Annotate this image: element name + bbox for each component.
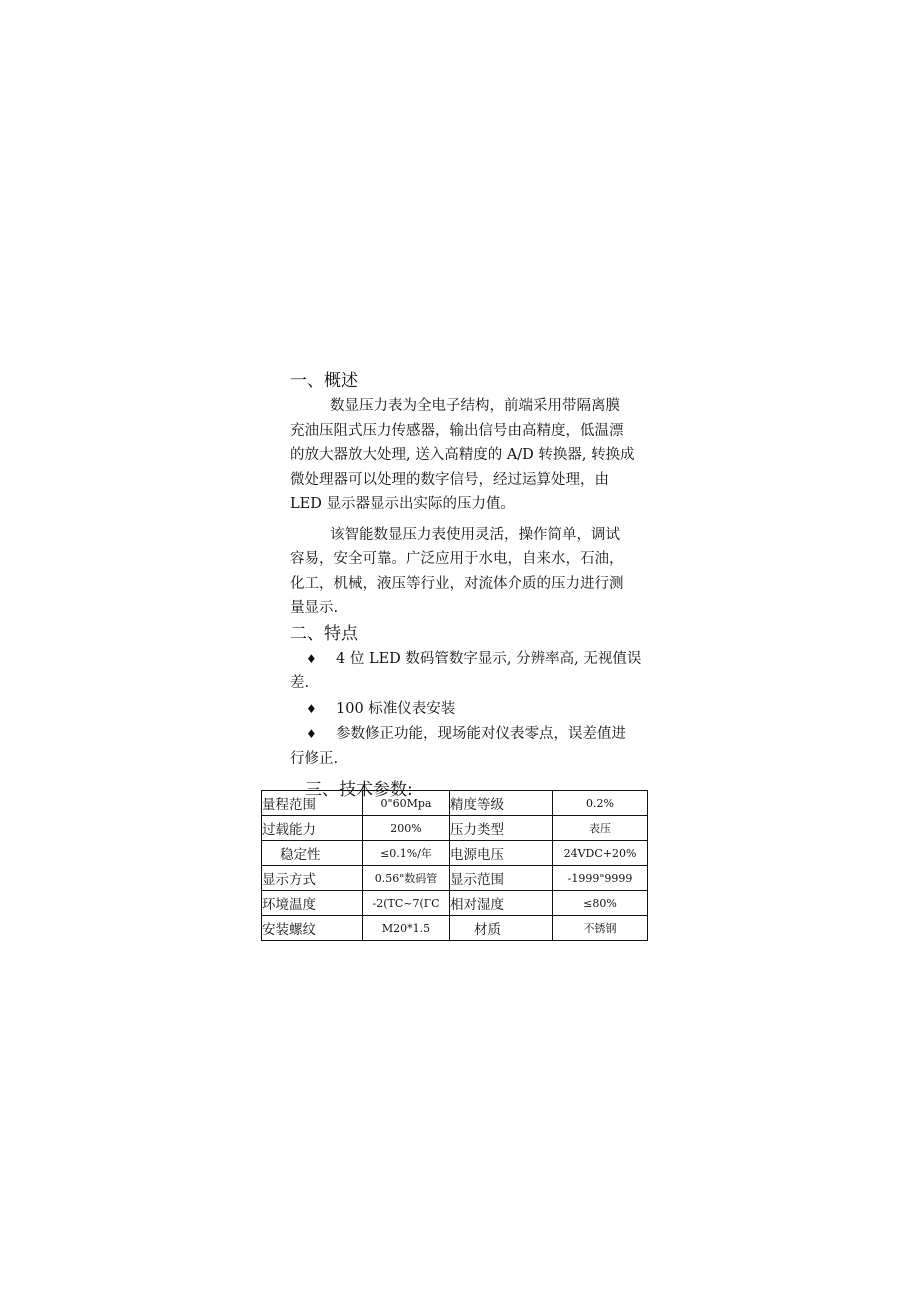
spec-value: 200% (363, 816, 450, 841)
spec-label: 压力类型 (450, 816, 553, 841)
spec-label: 稳定性 (262, 841, 363, 866)
feature-text-continued: 行修正. (290, 750, 339, 767)
text-line: 量显示. (290, 600, 339, 616)
spec-value: 0"60Mpa (363, 791, 450, 816)
overview-paragraph-1 (290, 394, 655, 517)
text-line: 微处理器可以处理的数字信号，经过运算处理，由 (290, 471, 609, 488)
spec-label: 相对湿度 (450, 891, 553, 916)
spec-row (262, 916, 648, 941)
spec-row (262, 791, 648, 816)
section-heading-features: 二、特点 (290, 623, 358, 644)
document-body (290, 368, 655, 803)
spec-value: 24VDC+20% (553, 841, 648, 866)
diamond-bullet-icon: ♦ (306, 727, 317, 741)
section-heading-overview: 一、概述 (290, 371, 358, 391)
spec-row (262, 891, 648, 916)
text-line: 化工，机械，液压等行业，对流体介质的压力进行测 (290, 575, 624, 592)
feature-item (290, 722, 655, 771)
spec-label: 显示方式 (262, 866, 363, 891)
feature-item (290, 697, 655, 722)
spec-label: 过载能力 (262, 816, 363, 841)
diamond-bullet-icon: ♦ (306, 701, 317, 716)
spec-label: 显示范围 (450, 866, 553, 891)
feature-text: 参数修正功能，现场能对仪表零点，误差值进 (336, 726, 626, 742)
spec-label: 环境温度 (262, 891, 363, 916)
text-line: 数显压力表为全电子结构，前端采用带隔离膜 (330, 398, 620, 414)
spec-label: 材质 (450, 916, 553, 941)
spec-label: 电源电压 (450, 841, 553, 866)
spec-value: ≤0.1%/年 (363, 841, 450, 866)
spec-value: 0.56"数码管 (363, 866, 450, 891)
spec-value: -1999"9999 (553, 866, 648, 891)
spec-row (262, 866, 648, 891)
spec-value: ≤80% (553, 891, 648, 916)
spec-value: -2(TC~7(ГC (363, 891, 450, 916)
text-line: 的放大器放大处理, 送入高精度的 A/D 转换器, 转换成 (290, 447, 635, 463)
spec-value: 表压 (553, 816, 648, 841)
spec-label: 精度等级 (450, 791, 553, 816)
spec-row (262, 841, 648, 866)
feature-item (290, 647, 655, 696)
spec-value: M20*1.5 (363, 916, 450, 941)
feature-text-continued: 差. (290, 675, 310, 691)
spec-row (262, 816, 648, 841)
spec-value: 0.2% (553, 791, 648, 816)
spec-label: 安装螺纹 (262, 916, 363, 941)
text-line: 该智能数显压力表使用灵活，操作简单，调试 (330, 526, 620, 543)
overview-paragraph-2 (290, 523, 655, 621)
spec-value: 不锈钢 (553, 916, 648, 941)
diamond-bullet-icon: ♦ (306, 651, 317, 666)
section-heading-specs: 三、技术参数: (305, 780, 413, 800)
text-line: 容易，安全可靠。广泛应用于水电，自来水，石油， (290, 551, 624, 567)
feature-text: 4 位 LED 数码管数字显示, 分辨率高, 无视值误 (336, 650, 642, 667)
spec-label: 量程范围 (262, 791, 363, 816)
feature-text: 100 标准仪表安装 (336, 700, 456, 717)
text-line: LED 显示器显示出实际的压力值。 (290, 496, 515, 512)
spec-table (261, 790, 648, 941)
text-line: 充油压阻式压力传感器，输出信号由高精度，低温漂 (290, 422, 624, 439)
